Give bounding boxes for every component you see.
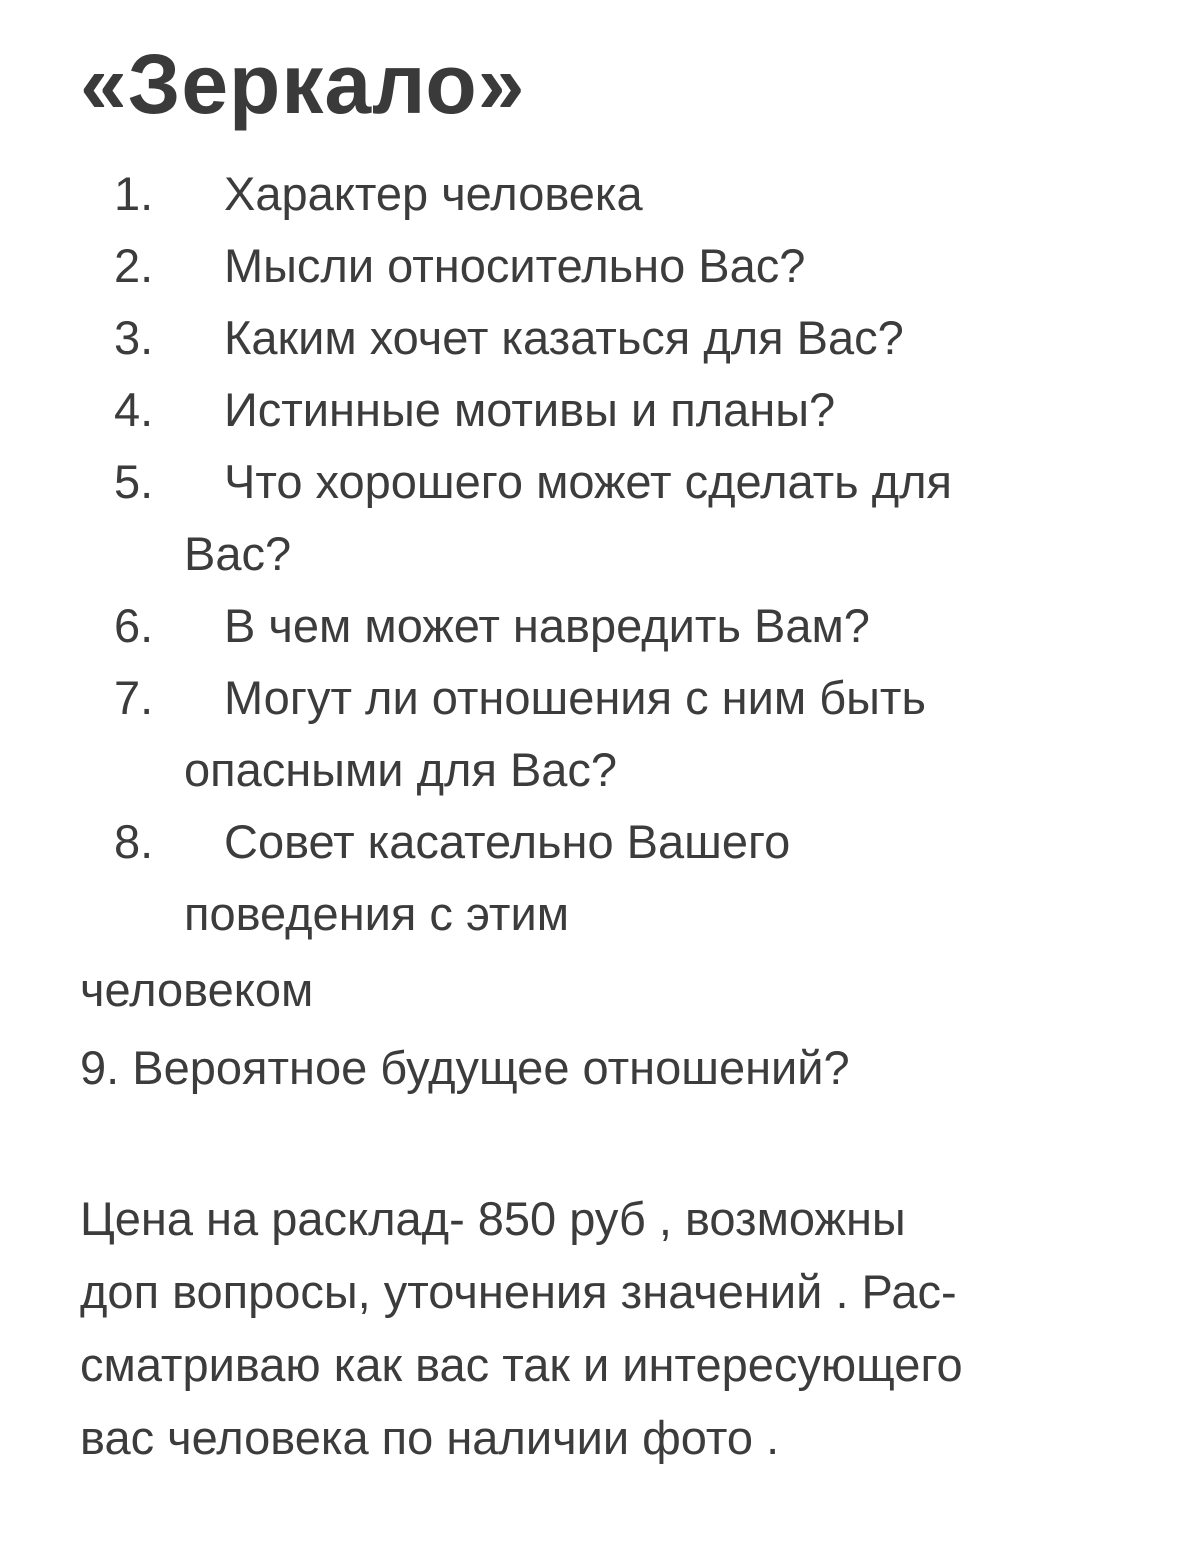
list-item-number: 2.: [114, 239, 154, 292]
list-item-number: 8.: [114, 815, 154, 868]
list-item-text: Что хорошего может сделать для: [224, 455, 952, 508]
list-item-number: 5.: [114, 455, 154, 508]
list-item-number: 3.: [114, 311, 154, 364]
list-item-text: Могут ли отношения с ним быть: [224, 671, 926, 724]
price-line: доп вопросы, уточнения значений . Рас-: [80, 1265, 957, 1318]
price-paragraph: [80, 1182, 1120, 1474]
list-item-text: Совет касательно Вашего: [224, 815, 791, 868]
list-item-continuation: опасными для Вас?: [184, 743, 618, 796]
list-item-number: 7.: [114, 671, 154, 724]
list-item-text: В чем может навредить Вам?: [224, 599, 870, 652]
list-item-continuation: Вас?: [184, 527, 292, 580]
list-item-number: 4.: [114, 383, 154, 436]
page-title: «Зеркало»: [80, 37, 526, 131]
price-line: Цена на расклад- 850 руб , возможны: [80, 1192, 906, 1245]
list-item-continuation: поведения с этим: [184, 887, 570, 940]
list-item-number: 1.: [114, 167, 154, 220]
list-item-text: Истинные мотивы и планы?: [224, 383, 836, 436]
price-line: вас человека по наличии фото .: [80, 1411, 780, 1464]
price-line: сматриваю как вас так и интересующего: [80, 1338, 963, 1391]
list-item-text: Каким хочет казаться для Вас?: [224, 311, 904, 364]
list-item-text: Характер человека: [224, 167, 643, 220]
list-item-number: 6.: [114, 599, 154, 652]
list-item-9: 9. Вероятное будущее отношений?: [80, 1041, 850, 1094]
list-item-tail: человеком: [80, 963, 314, 1016]
list-item-text: Мысли относительно Вас?: [224, 239, 806, 292]
